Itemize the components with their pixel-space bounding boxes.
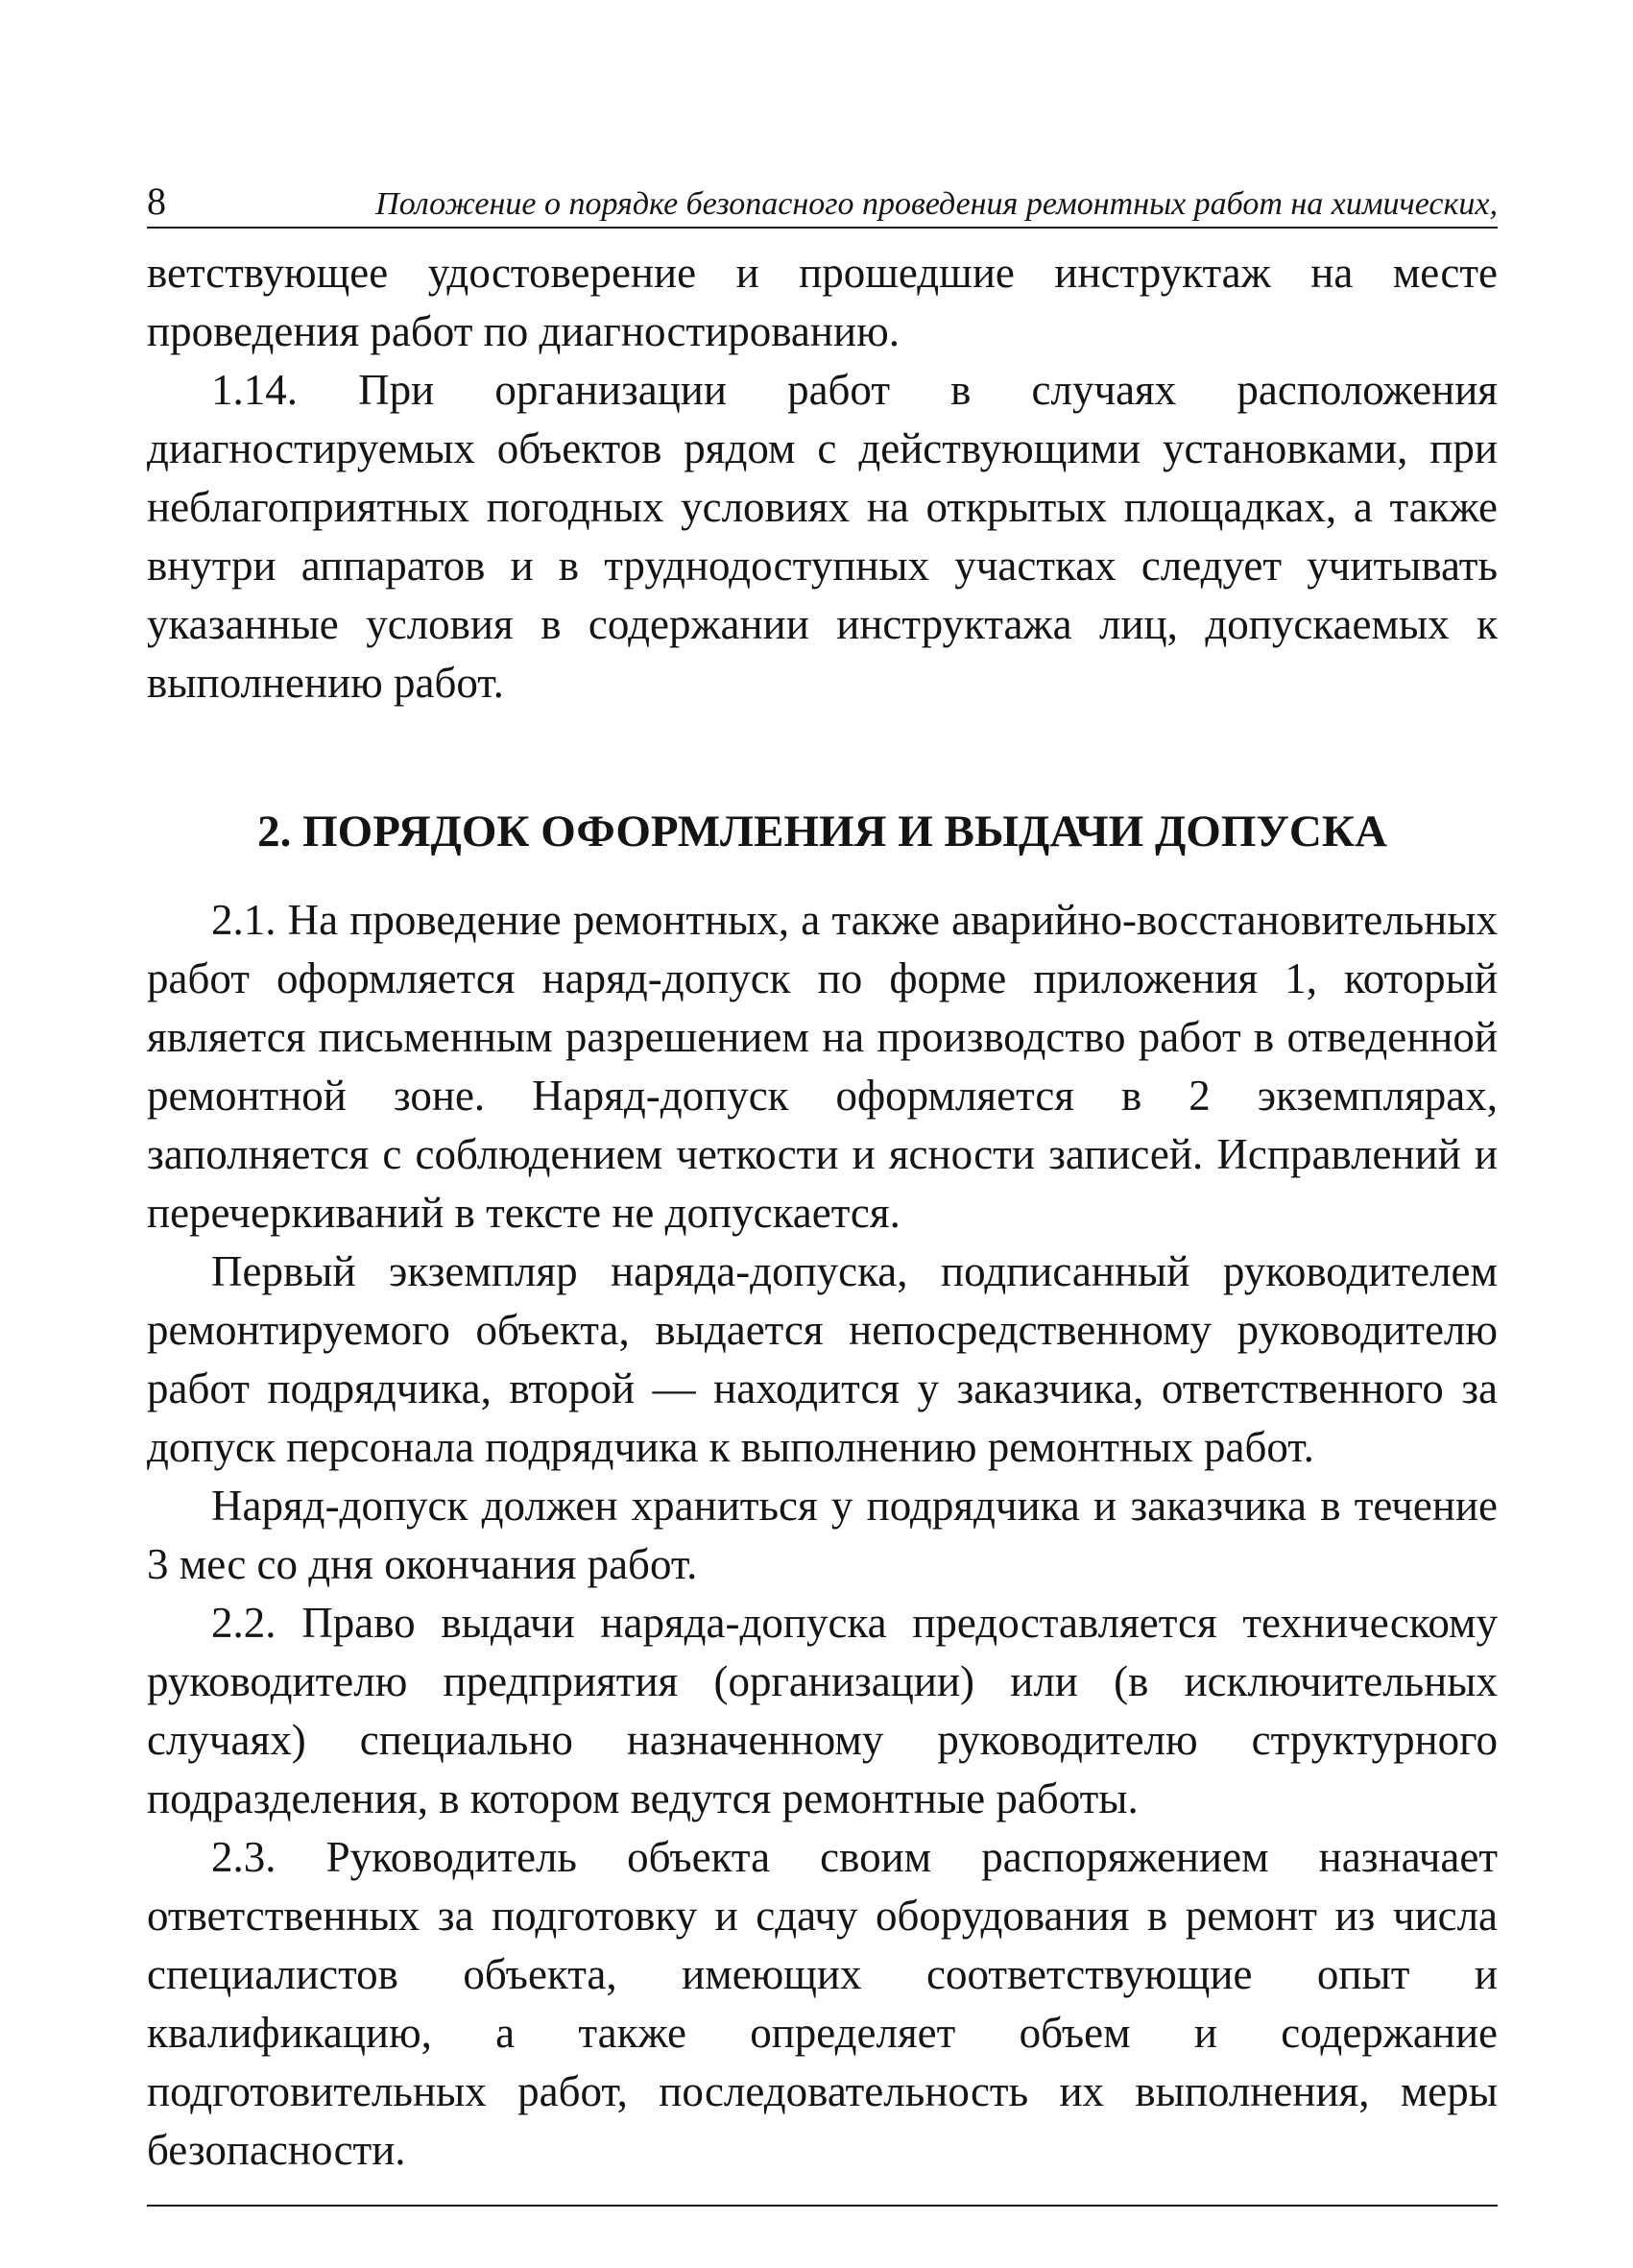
running-header [147, 182, 1498, 229]
clause-2-1: 2.1. На проведение ремонтных, а также аварийно-восстановительных работ оформляется наряд-допуск по форме приложения 1, который является письменным разрешением на производство работ в отведенной ремонтной зоне. Наряд-допуск оформляется в 2 экземплярах, заполняется с соблюдением четкости и ясности записей. Исправлений и перечеркиваний в тексте не допускается. [147, 896, 1498, 1237]
paragraph-first-copy: Первый экземпляр наряда-допуска, подписанный руководителем ремонтируемого объекта, выдается непосредственному руководителю работ подрядчика, второй — находится у заказчика, ответственного за допуск персонала подрядчика к выполнению ремонтных работ. [147, 1247, 1498, 1471]
page-number: 8 [147, 180, 166, 223]
clause-1-14: 1.14. При организации работ в случаях расположения диагностируемых объектов рядом с действующими установками, при неблагоприятных погодных условиях на открытых площадках, а также внутри аппаратов и в труднодоступных участках следует учитывать указанные условия в содержании инструктажа лиц, допускаемых к выполнению работ. [147, 366, 1498, 707]
clause-2-2: 2.2. Право выдачи наряда-допуска предоставляется техническому руководителю предприятия (организации) или (в исключительных случаях) специально назначенному руководителю структурного подразделения, в котором ведутся ремонтные работы. [147, 1599, 1498, 1822]
bottom-rule [147, 2205, 1498, 2207]
paragraph-storage: Наряд-допуск должен храниться у подрядчика и заказчика в течение 3 мес со дня окончания работ. [147, 1482, 1498, 1588]
clause-2-3: 2.3. Руководитель объекта своим распоряжением назначает ответственных за подготовку и сдачу оборудования в ремонт из числа специалистов объекта, имеющих соответствующие опыт и квалификацию, а также определяет объем и содержание подготовительных работ, последовательность их выполнения, меры безопасности. [147, 1833, 1498, 2174]
running-title: Положение о порядке безопасного проведения ремонтных работ на химических, [375, 186, 1498, 222]
body-text [147, 244, 1498, 2180]
continuation-paragraph: ветствующее удостоверение и прошедшие инструктаж на месте проведения работ по диагностированию. [147, 249, 1498, 355]
document-page [147, 182, 1498, 2207]
section-heading: 2. ПОРЯДОК ОФОРМЛЕНИЯ И ВЫДАЧИ ДОПУСКА [257, 807, 1387, 857]
